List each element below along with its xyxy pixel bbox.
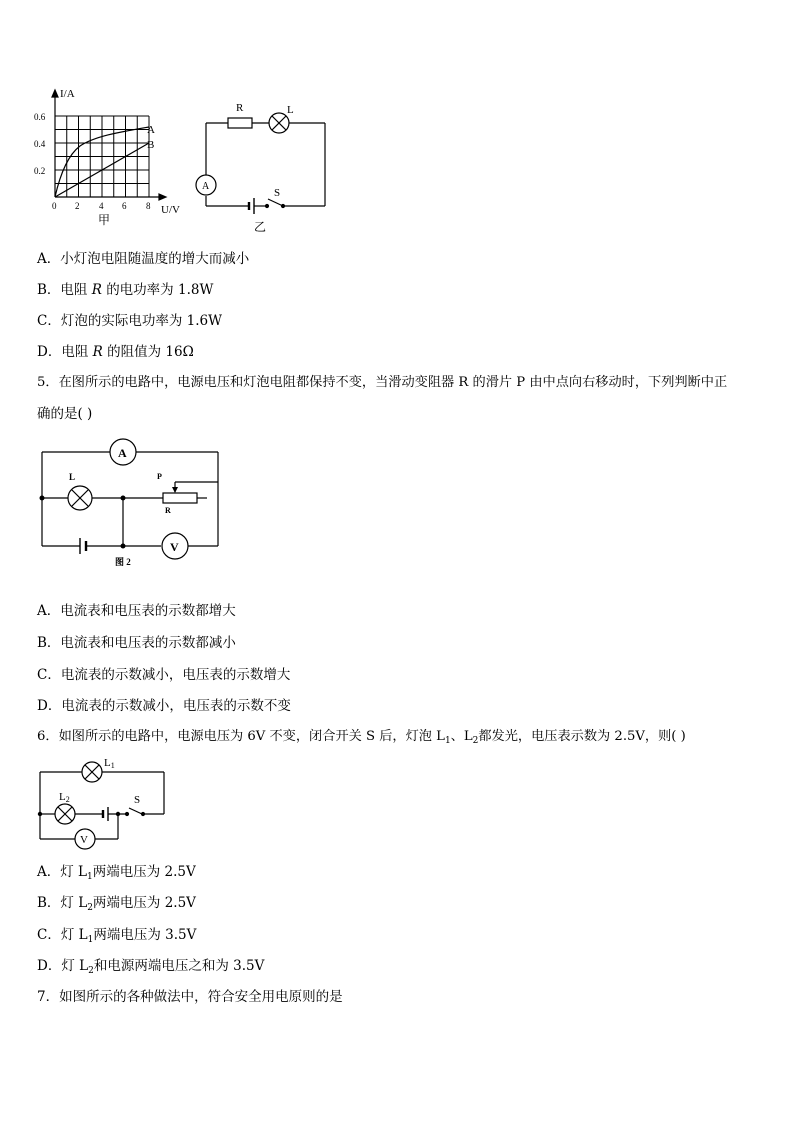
- resistor-variable: R: [92, 344, 103, 360]
- option-text: 两端电压为 2.5V: [92, 895, 196, 911]
- graph-grid: [55, 116, 149, 197]
- ammeter-label: A: [118, 446, 127, 460]
- voltmeter-label: V: [170, 540, 179, 554]
- curve-a-label: A: [147, 124, 155, 136]
- subscript: 2: [87, 903, 93, 913]
- lamp1-subscript: 1: [110, 761, 115, 770]
- q5-option-d: D．电流表的示数减小，电压表的示数不变: [37, 698, 291, 714]
- q6-option-c: [37, 926, 196, 949]
- resistor-symbol: [228, 118, 252, 128]
- figure-caption: 图 2: [115, 557, 131, 567]
- q5-circuit: [35, 435, 235, 575]
- slider-label: P: [157, 472, 162, 481]
- y-tick-label: 0.6: [34, 112, 46, 122]
- lamp1-label: [104, 757, 115, 770]
- option-text: 的电功率为 1.8W: [106, 282, 214, 298]
- resistor-variable: R: [91, 282, 102, 298]
- rheostat-label: R: [165, 506, 171, 515]
- ammeter-label: A: [202, 181, 210, 192]
- q6-circuit: [30, 755, 175, 855]
- q4-option-a: A．小灯泡电阻随温度的增大而减小: [37, 251, 250, 267]
- switch-label: S: [274, 187, 281, 199]
- stem-text: 都发光，电压表示数为 2.5V，则( ): [478, 729, 686, 744]
- x-tick-label: 2: [75, 201, 80, 211]
- stem-text: 、L: [450, 729, 473, 744]
- q5-stem-line2: 确的是( ): [37, 406, 93, 422]
- q6-stem: [37, 728, 686, 750]
- q4-iu-graph: [30, 80, 190, 230]
- voltmeter-label: V: [80, 834, 88, 846]
- option-text: C．灯 L: [37, 927, 88, 943]
- circuit-caption: 乙: [254, 220, 267, 234]
- lamp-label: L: [69, 472, 76, 482]
- option-text: 两端电压为 2.5V: [92, 864, 196, 880]
- q6-option-a: [37, 863, 196, 886]
- x-tick-label: 4: [99, 201, 104, 211]
- rheostat-symbol: [163, 493, 197, 503]
- resistor-label: R: [236, 102, 244, 114]
- subscript: 2: [88, 966, 94, 976]
- y-axis-label: I/A: [60, 88, 75, 100]
- lamp-label: L: [287, 104, 294, 116]
- subscript: 1: [444, 736, 451, 746]
- stem-text: 6．如图所示的电路中，电源电压为 6V 不变，闭合开关 S 后，灯泡 L: [37, 729, 445, 744]
- option-text: 和电源两端电压之和为 3.5V: [93, 958, 265, 974]
- option-text: B．电阻: [37, 282, 88, 298]
- option-text: A．灯 L: [37, 864, 88, 880]
- subscript: 2: [472, 736, 479, 746]
- q5-option-c: C．电流表的示数减小，电压表的示数增大: [37, 667, 291, 683]
- lamp2-label: [59, 791, 70, 804]
- lamp2-letter: L: [59, 791, 66, 803]
- lamp2-subscript: 2: [65, 795, 70, 804]
- subscript: 1: [87, 872, 93, 882]
- x-tick-label: 0: [52, 201, 57, 211]
- option-text: 两端电压为 3.5V: [93, 927, 197, 943]
- lamp1-letter: L: [104, 757, 111, 769]
- option-text: 的阻值为 16Ω: [107, 344, 194, 360]
- option-text: B．灯 L: [37, 895, 88, 911]
- q4-circuit: [190, 95, 335, 240]
- switch-label: S: [134, 794, 141, 806]
- q4-option-c: C．灯泡的实际电功率为 1.6W: [37, 313, 222, 329]
- x-axis-label: U/V: [161, 204, 180, 216]
- q5-option-a: A．电流表和电压表的示数都增大: [37, 603, 236, 619]
- q4-option-d: [37, 343, 194, 361]
- q6-option-d: [37, 957, 264, 980]
- curve-b-label: B: [147, 139, 155, 151]
- q4-option-b: [37, 281, 213, 299]
- y-tick-label: 0.2: [34, 166, 46, 176]
- y-tick-label: 0.4: [34, 139, 46, 149]
- q7-stem: 7．如图所示的各种做法中，符合安全用电原则的是: [37, 989, 343, 1005]
- graph-caption: 甲: [98, 213, 111, 227]
- x-tick-label: 8: [146, 201, 151, 211]
- subscript: 1: [87, 935, 94, 945]
- q6-option-b: [37, 894, 196, 917]
- option-text: D．灯 L: [37, 958, 89, 974]
- q5-option-b: B．电流表和电压表的示数都减小: [37, 635, 236, 651]
- option-text: D．电阻: [37, 344, 89, 360]
- x-tick-label: 6: [122, 201, 127, 211]
- q5-stem-line1: 5．在图所示的电路中，电源电压和灯泡电阻都保持不变，当滑动变阻器 R 的滑片 P 由中点向右移动时，下列判断中正: [37, 375, 728, 390]
